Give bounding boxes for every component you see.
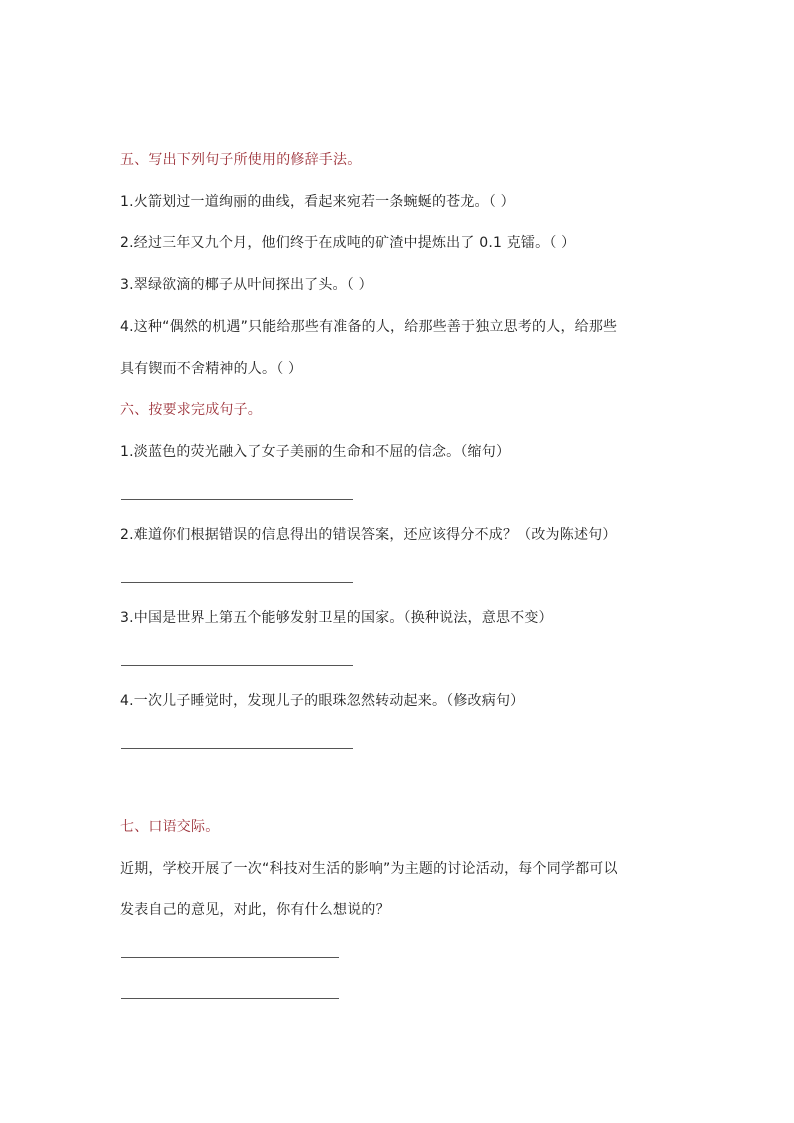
section5-title: 五、写出下列句子所使用的修辞手法。	[120, 152, 362, 168]
section6-question-3: 3.中国是世界上第五个能够发射卫星的国家。（换种说法，意思不变）	[120, 610, 553, 626]
answer-line[interactable]	[121, 499, 353, 500]
answer-line[interactable]	[121, 582, 353, 583]
section5-question-2: 2.经过三年又九个月，他们终于在成吨的矿渣中提炼出了 0.1 克镭。（ ）	[120, 235, 576, 251]
section5-question-3: 3.翠绿欲滴的椰子从叶间探出了头。（ ）	[120, 277, 373, 293]
section7-paragraph-line2: 发表自己的意见，对此，你有什么想说的？	[120, 902, 390, 918]
section5-question-4-line2: 具有锲而不舍精神的人。（ ）	[120, 361, 303, 377]
section5-question-1: 1.火箭划过一道绚丽的曲线，看起来宛若一条蜿蜒的苍龙。（ ）	[120, 194, 515, 210]
section7-title: 七、口语交际。	[120, 819, 220, 835]
section7-paragraph-line1: 近期，学校开展了一次“科技对生活的影响”为主题的讨论活动，每个同学都可以	[120, 861, 618, 877]
section6-question-1: 1.淡蓝色的荧光融入了女子美丽的生命和不屈的信念。（缩句）	[120, 444, 511, 460]
section5-question-4-line1: 4.这种“偶然的机遇”只能给那些有准备的人，给那些善于独立思考的人，给那些	[120, 319, 618, 335]
section6-title: 六、按要求完成句子。	[120, 402, 262, 418]
section6-question-2: 2.难道你们根据错误的信息得出的错误答案，还应该得分不成？（改为陈述句）	[120, 527, 617, 543]
answer-line[interactable]	[121, 665, 353, 666]
answer-line[interactable]	[121, 998, 339, 999]
answer-line[interactable]	[121, 748, 353, 749]
answer-line[interactable]	[121, 957, 339, 958]
section6-question-4: 4.一次儿子睡觉时，发现儿子的眼珠忽然转动起来。（修改病句）	[120, 693, 525, 709]
